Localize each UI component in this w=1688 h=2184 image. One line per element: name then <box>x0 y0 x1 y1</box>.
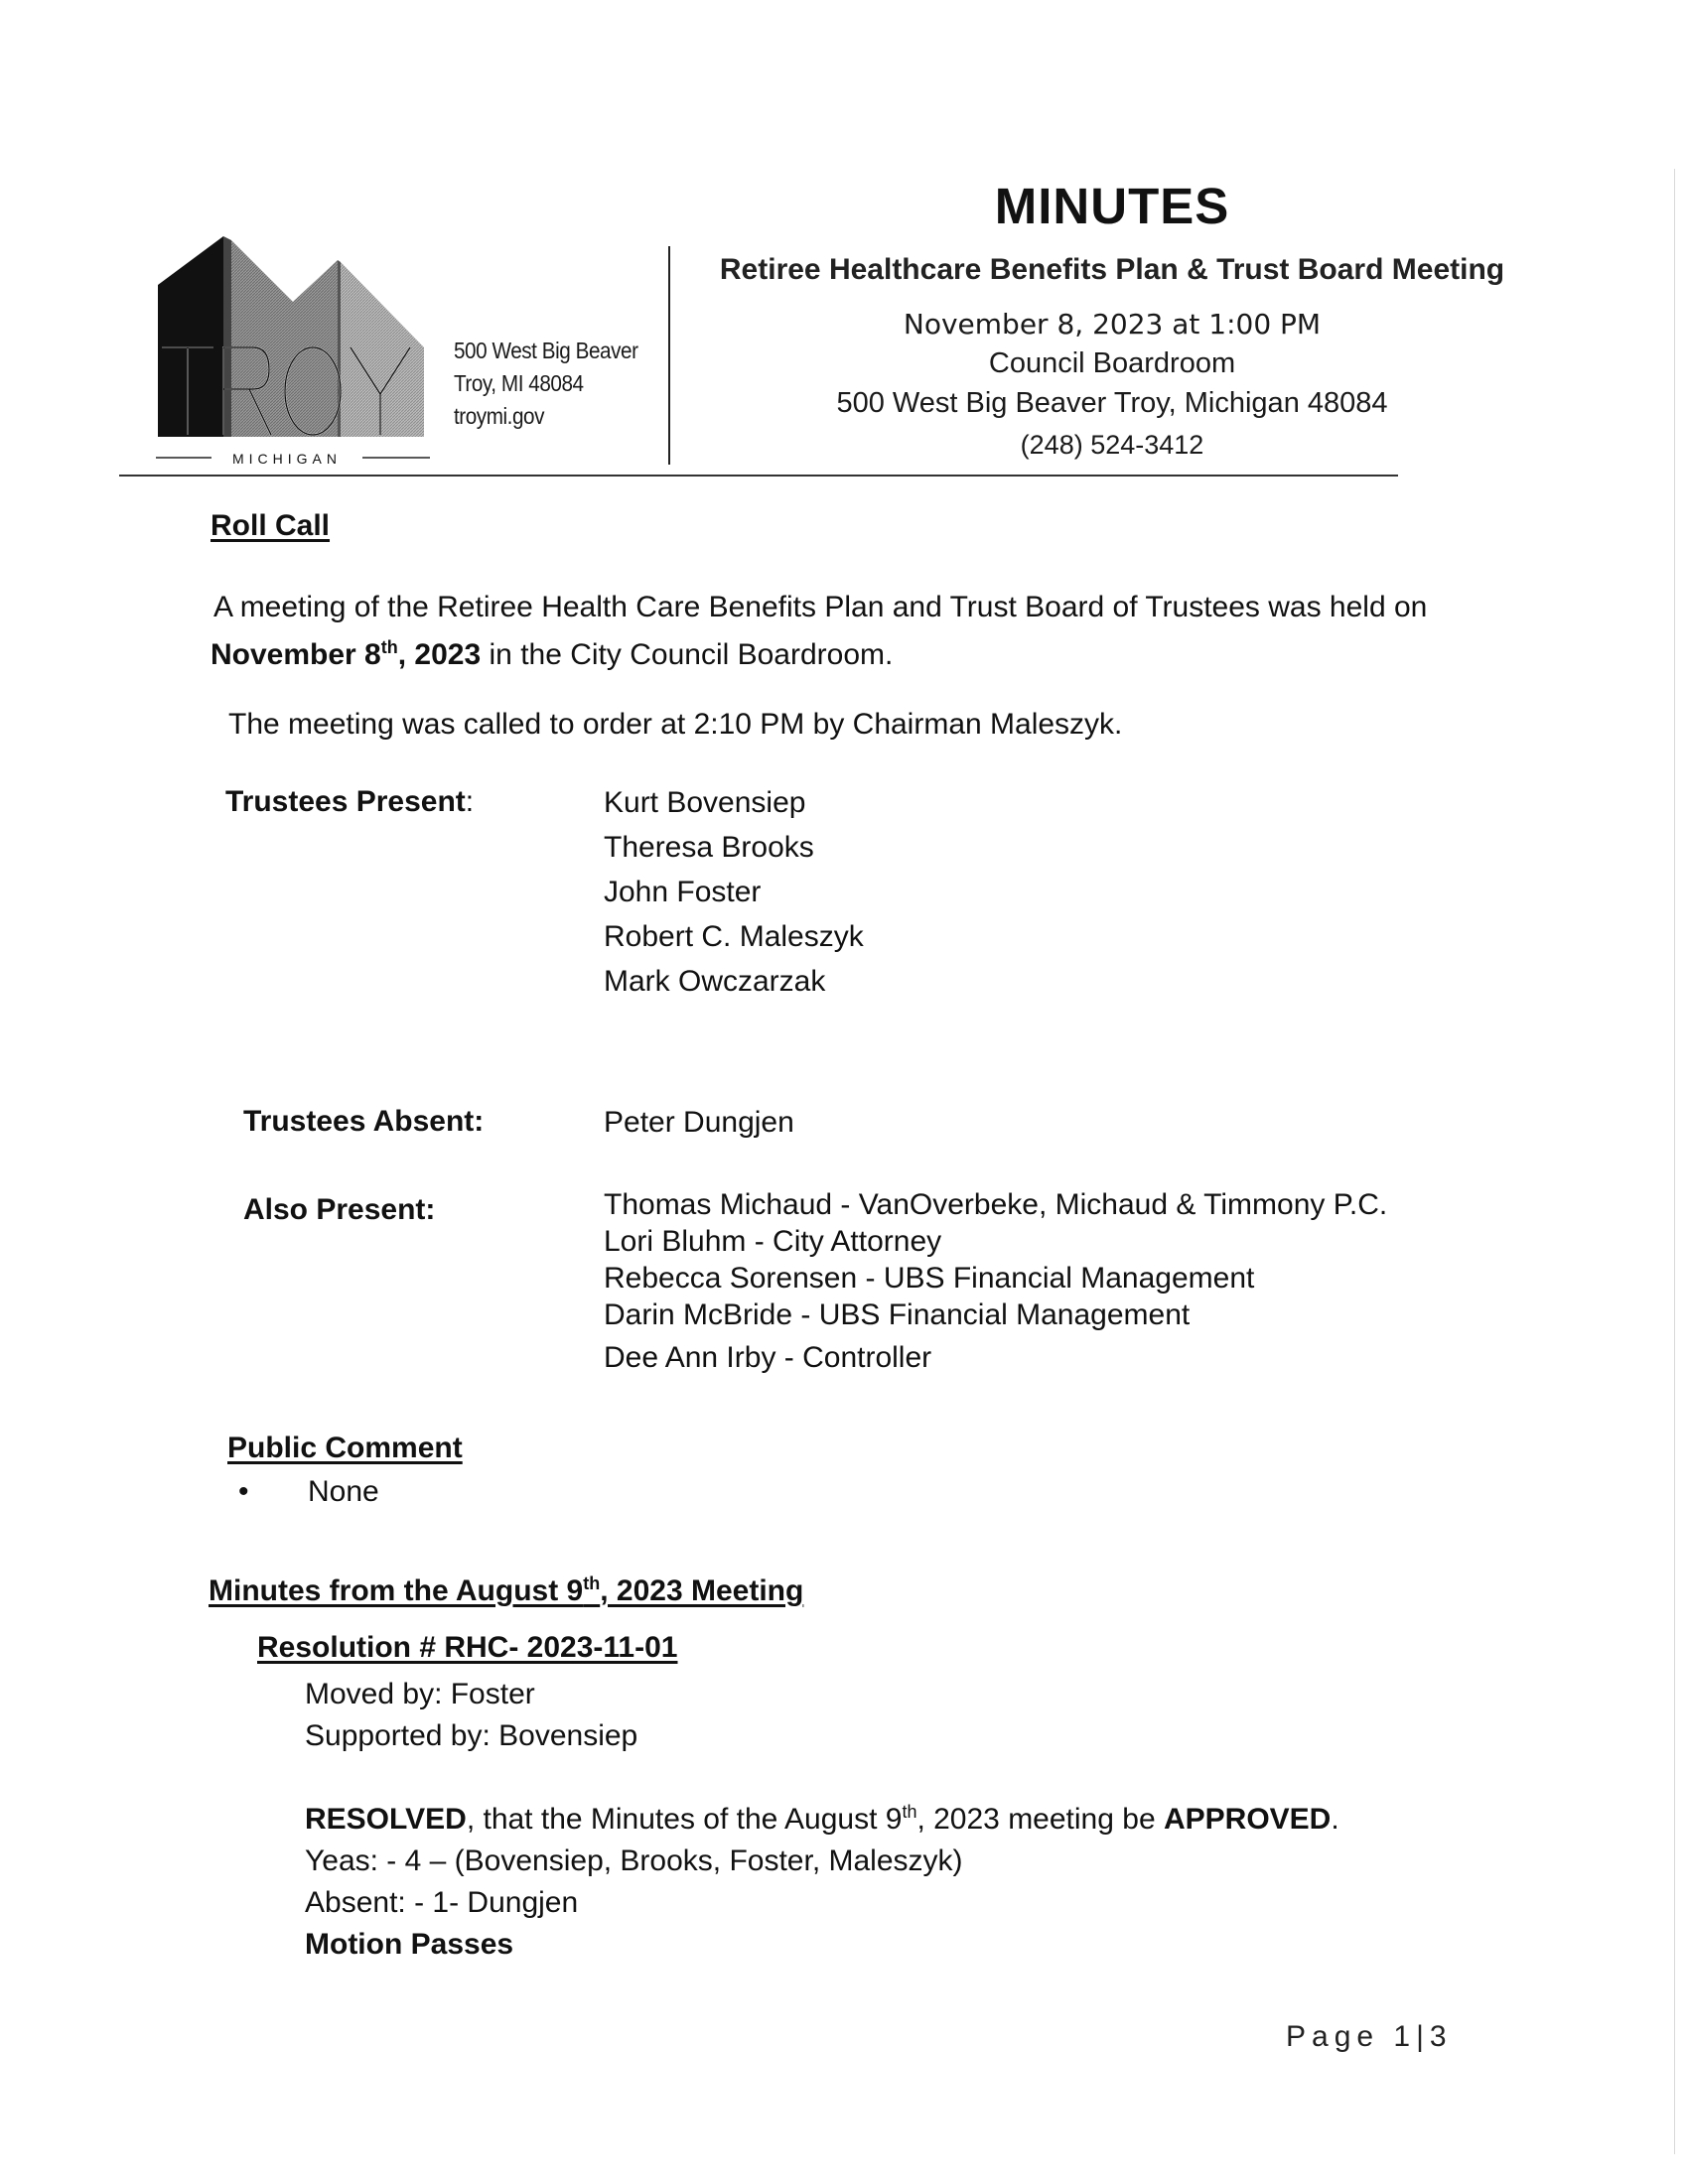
meeting-room: Council Boardroom <box>988 347 1236 379</box>
approved-keyword: APPROVED <box>1163 1803 1332 1836</box>
list-item: Theresa Brooks <box>604 831 814 864</box>
resolved-text: , that the Minutes of the August 9 <box>466 1803 903 1836</box>
minutes-heading-sup: th <box>583 1573 601 1593</box>
intro-text-end: in the City Council Boardroom. <box>481 638 894 671</box>
trustees-absent-list <box>604 1100 794 1145</box>
trustees-present-label <box>225 782 474 822</box>
resolved-text-2: , 2023 meeting be <box>916 1803 1164 1836</box>
org-website: troymi.gov <box>454 403 544 429</box>
list-item-text: None <box>308 1475 379 1508</box>
logo-michigan-text: MICHIGAN <box>232 451 342 467</box>
document-title: MINUTES <box>994 178 1230 234</box>
yeas-line: Yeas: - 4 – (Bovensiep, Brooks, Foster, Maleszyk) <box>305 1844 963 1877</box>
resolution-heading: Resolution # RHC- 2023-11-01 <box>257 1631 678 1664</box>
meeting-phone: (248) 524-3412 <box>1020 430 1204 460</box>
present-label-colon: : <box>465 785 475 818</box>
also-present-label: Also Present: <box>243 1193 436 1226</box>
list-item: Robert C. Maleszyk <box>604 920 864 953</box>
roll-call-intro <box>211 588 1561 675</box>
also-present-list <box>604 1186 1387 1376</box>
intro-text: A meeting of the Retiree Health Care Benefits Plan and Trust Board of Trustees was held on <box>213 591 1428 623</box>
list-item: Thomas Michaud - VanOverbeke, Michaud & Timmony P.C. <box>604 1188 1388 1221</box>
list-item: Dee Ann Irby - Controller <box>604 1341 932 1374</box>
public-comment-heading: Public Comment <box>227 1432 463 1464</box>
called-to-order: The meeting was called to order at 2:10 PM by Chairman Maleszyk. <box>228 708 1123 741</box>
present-label-text: Trustees Present <box>225 785 466 818</box>
resolved-sup: th <box>902 1802 917 1822</box>
trustees-absent-label: Trustees Absent: <box>243 1105 485 1138</box>
list-item: Rebecca Sorensen - UBS Financial Management <box>604 1262 1255 1295</box>
moved-by: Moved by: Foster <box>305 1678 535 1710</box>
trustees-present-list <box>604 780 864 1004</box>
scan-edge-line <box>1674 169 1675 2154</box>
minutes-heading-end: , 2023 Meeting <box>600 1574 804 1607</box>
resolved-end: . <box>1331 1803 1339 1836</box>
roll-call-heading: Roll Call <box>211 509 331 542</box>
bullet-icon: • <box>238 1475 249 1508</box>
absent-line: Absent: - 1- Dungjen <box>305 1886 579 1919</box>
list-item: Mark Owczarzak <box>604 965 826 998</box>
intro-date: November 8 <box>211 638 381 671</box>
list-item: Peter Dungjen <box>604 1106 794 1139</box>
public-comment-list <box>238 1472 379 1512</box>
list-item <box>238 1472 379 1512</box>
resolved-line <box>305 1791 1339 1841</box>
minutes-heading <box>209 1573 803 1608</box>
org-address-line1: 500 West Big Beaver <box>454 338 638 363</box>
org-address-line2: Troy, MI 48084 <box>454 370 584 396</box>
header-rule <box>119 475 1398 477</box>
resolution-movers <box>305 1674 637 1757</box>
resolution-body <box>305 1791 1339 1966</box>
meeting-address: 500 West Big Beaver Troy, Michigan 48084 <box>836 387 1388 419</box>
list-item: Lori Bluhm - City Attorney <box>604 1225 942 1258</box>
supported-by: Supported by: Bovensiep <box>305 1719 638 1752</box>
motion-outcome: Motion Passes <box>305 1928 514 1961</box>
page-number: Page 1|3 <box>1286 2020 1453 2053</box>
header-divider <box>668 246 670 465</box>
board-name: Retiree Healthcare Benefits Plan & Trust Board Meeting <box>719 253 1505 286</box>
troy-logo <box>154 230 432 469</box>
list-item: Kurt Bovensiep <box>604 786 806 819</box>
org-address <box>454 335 638 433</box>
resolved-keyword: RESOLVED <box>305 1803 467 1836</box>
intro-date-sup: th <box>380 637 398 657</box>
list-item: John Foster <box>604 876 762 908</box>
minutes-heading-text: Minutes from the August 9 <box>209 1574 584 1607</box>
meeting-datetime: November 8, 2023 at 1:00 PM <box>903 308 1322 341</box>
list-item: Darin McBride - UBS Financial Management <box>604 1298 1191 1331</box>
intro-year: , 2023 <box>397 638 482 671</box>
